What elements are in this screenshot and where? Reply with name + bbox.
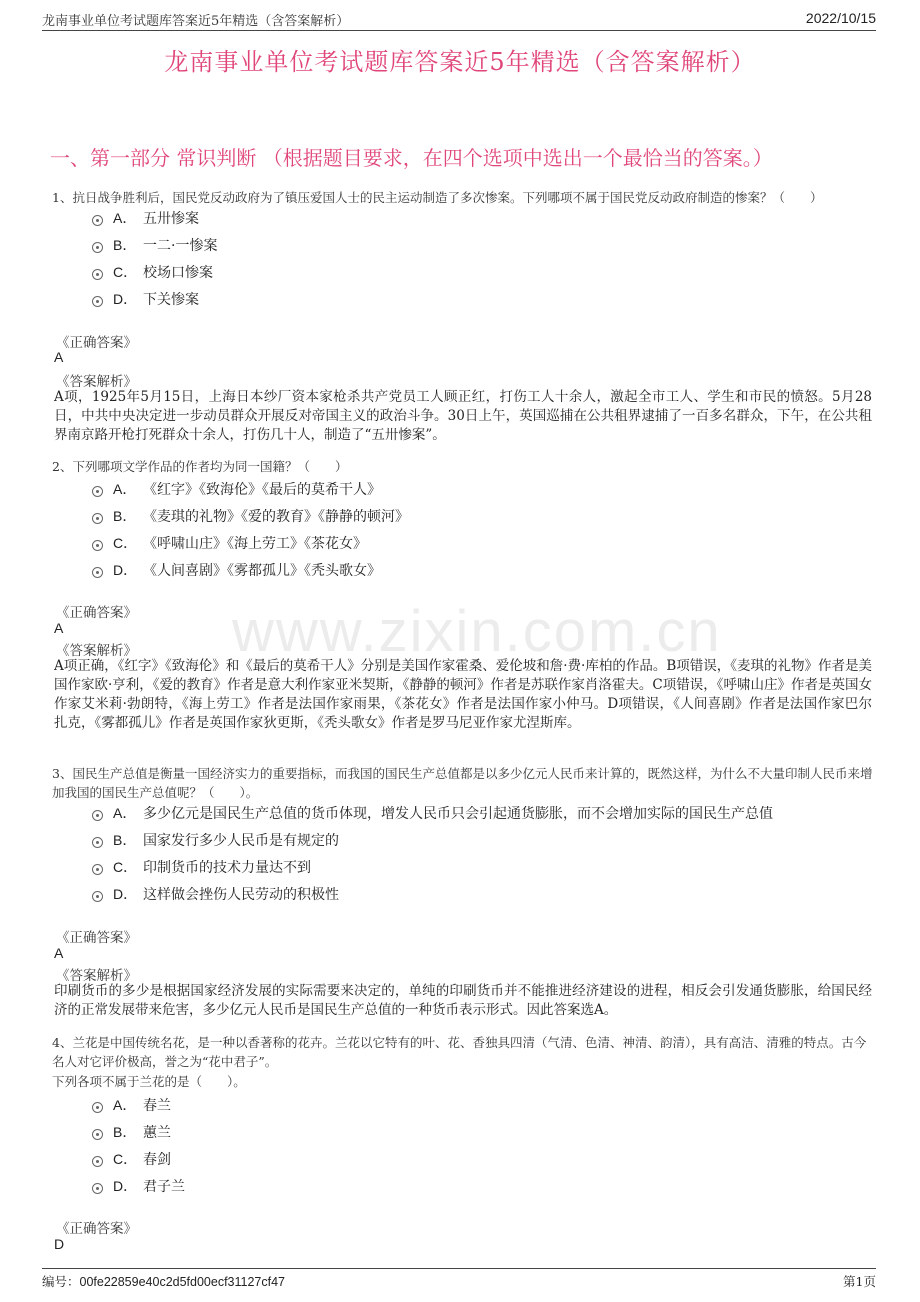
radio-icon[interactable] <box>92 296 103 307</box>
radio-icon[interactable] <box>92 1183 103 1194</box>
radio-icon[interactable] <box>92 513 103 524</box>
radio-icon[interactable] <box>92 810 103 821</box>
radio-icon[interactable] <box>92 567 103 578</box>
option-radio[interactable]: B． 一二·一惨案 <box>92 235 217 255</box>
header-date: 2022/10/15 <box>805 10 876 26</box>
section-title: 一、第一部分 常识判断 （根据题目要求，在四个选项中选出一个最恰当的答案。） <box>50 146 773 170</box>
question-stem: 4、兰花是中国传统名花，是一种以香著称的花卉。兰花以它特有的叶、花、香独具四清（气清、色清、神清、韵清），具有高洁、清雅的特点。古今名人对它评价极高，誉之为“花中君子”。 <box>52 1035 867 1069</box>
option-radio[interactable]: A． 五卅惨案 <box>92 208 199 228</box>
option-radio[interactable]: B． 国家发行多少人民币是有规定的 <box>92 830 339 850</box>
radio-icon[interactable] <box>92 837 103 848</box>
answer-label: 《正确答案》 <box>56 930 137 946</box>
answer-value: A <box>54 349 64 365</box>
answer-label: 《正确答案》 <box>56 1221 137 1237</box>
radio-icon[interactable] <box>92 486 103 497</box>
radio-icon[interactable] <box>92 269 103 280</box>
option-radio[interactable]: C． 春剑 <box>92 1149 171 1169</box>
option-radio[interactable]: D． 君子兰 <box>92 1176 185 1196</box>
question-stem: 2、下列哪项文学作品的作者均为同一国籍？（ ） <box>52 459 348 474</box>
radio-icon[interactable] <box>92 540 103 551</box>
option-radio[interactable]: D． 下关惨案 <box>92 289 199 309</box>
radio-icon[interactable] <box>92 1156 103 1167</box>
footer-page-number: 第1页 <box>843 1274 876 1289</box>
answer-value: A <box>54 945 64 961</box>
watermark: www.zixin.com.cn <box>232 599 722 664</box>
header-doc-title: 龙南事业单位考试题库答案近5年精选（含答案解析） <box>42 14 350 29</box>
question-stem: 3、国民生产总值是衡量一国经济实力的重要指标，而我国的国民生产总值都是以多少亿元人民币来计算的，既然这样，为什么不大量印制人民币来增加我国的国民生产总值呢？（ ）。 <box>52 766 873 800</box>
option-radio[interactable]: C． 校场口惨案 <box>92 262 213 282</box>
explanation-text: 印刷货币的多少是根据国家经济发展的实际需要来决定的，单纯的印刷货币并不能推进经济建设的进程，相反会引发通货膨胀，给国民经济的正常发展带来危害，多少亿元人民币是国民生产总值的一种货币表示形式。因此答案选A。 <box>54 983 872 1018</box>
explanation-label: 《答案解析》 <box>56 968 137 984</box>
header-divider <box>42 30 876 31</box>
answer-value: D <box>54 1236 65 1252</box>
option-radio[interactable]: B． 《麦琪的礼物》《爱的教育》《静静的顿河》 <box>92 506 409 526</box>
option-radio[interactable]: A． 多少亿元是国民生产总值的货币体现，增发人民币只会引起通货膨胀，而不会增加实际的国民生产总值 <box>92 803 773 823</box>
answer-value: A <box>54 620 64 636</box>
radio-icon[interactable] <box>92 1129 103 1140</box>
option-radio[interactable]: D． 这样做会挫伤人民劳动的积极性 <box>92 884 339 904</box>
explanation-label: 《答案解析》 <box>56 643 137 659</box>
explanation-text: A项正确，《红字》《致海伦》和《最后的莫希干人》分别是美国作家霍桑、爱伦坡和詹·费·库柏的作品。B项错误，《麦琪的礼物》作者是美国作家欧·亨利，《爱的教育》作者是意大利作家亚米契斯，《静静的顿河》作者是苏联作家肖洛霍夫。C项错误，《呼啸山庄》作者是英国女作家艾米莉·勃朗特，《海上劳工》作者是法国作家雨果，《茶花女》作者是法国作家小仲马。D项错误，《人间喜剧》作者是法国作家巴尔扎克，《雾都孤儿》作者是英国作家狄更斯，《秃头歌女》作者是罗马尼亚作家尤涅斯库。 <box>54 658 873 731</box>
radio-icon[interactable] <box>92 242 103 253</box>
option-radio[interactable]: A． 春兰 <box>92 1095 171 1115</box>
answer-label: 《正确答案》 <box>56 335 137 351</box>
option-radio[interactable]: B． 蕙兰 <box>92 1122 171 1142</box>
option-radio[interactable]: D． 《人间喜剧》《雾都孤儿》《秃头歌女》 <box>92 560 381 580</box>
question-stem-sub: 下列各项不属于兰花的是（ ）。 <box>52 1074 246 1089</box>
question-stem: 1、抗日战争胜利后，国民党反动政府为了镇压爱国人士的民主运动制造了多次惨案。下列哪项不属于国民党反动政府制造的惨案？（ ） <box>52 190 823 205</box>
option-radio[interactable]: C． 《呼啸山庄》《海上劳工》《茶花女》 <box>92 533 367 553</box>
footer-divider <box>42 1268 876 1269</box>
page-title: 龙南事业单位考试题库答案近5年精选（含答案解析） <box>164 48 756 76</box>
answer-label: 《正确答案》 <box>56 605 137 621</box>
footer-doc-code: 编号：00fe22859e40c2d5fd00ecf31127cf47 <box>42 1275 286 1289</box>
option-radio[interactable]: C． 印制货币的技术力量达不到 <box>92 857 311 877</box>
radio-icon[interactable] <box>92 1102 103 1113</box>
radio-icon[interactable] <box>92 891 103 902</box>
radio-icon[interactable] <box>92 864 103 875</box>
explanation-label: 《答案解析》 <box>56 374 137 390</box>
radio-icon[interactable] <box>92 215 103 226</box>
explanation-text: A项，1925年5月15日，上海日本纱厂资本家枪杀共产党员工人顾正红，打伤工人十余人，激起全市工人、学生和市民的愤怒。5月28日，中共中央决定进一步动员群众开展反对帝国主义的政治斗争。30日上午，英国巡捕在公共租界逮捕了一百多名群众，下午，在公共租界南京路开枪打死群众十余人，打伤几十人，制造了“五卅惨案”。 <box>54 389 872 443</box>
option-radio[interactable]: A． 《红字》《致海伦》《最后的莫希干人》 <box>92 479 381 499</box>
